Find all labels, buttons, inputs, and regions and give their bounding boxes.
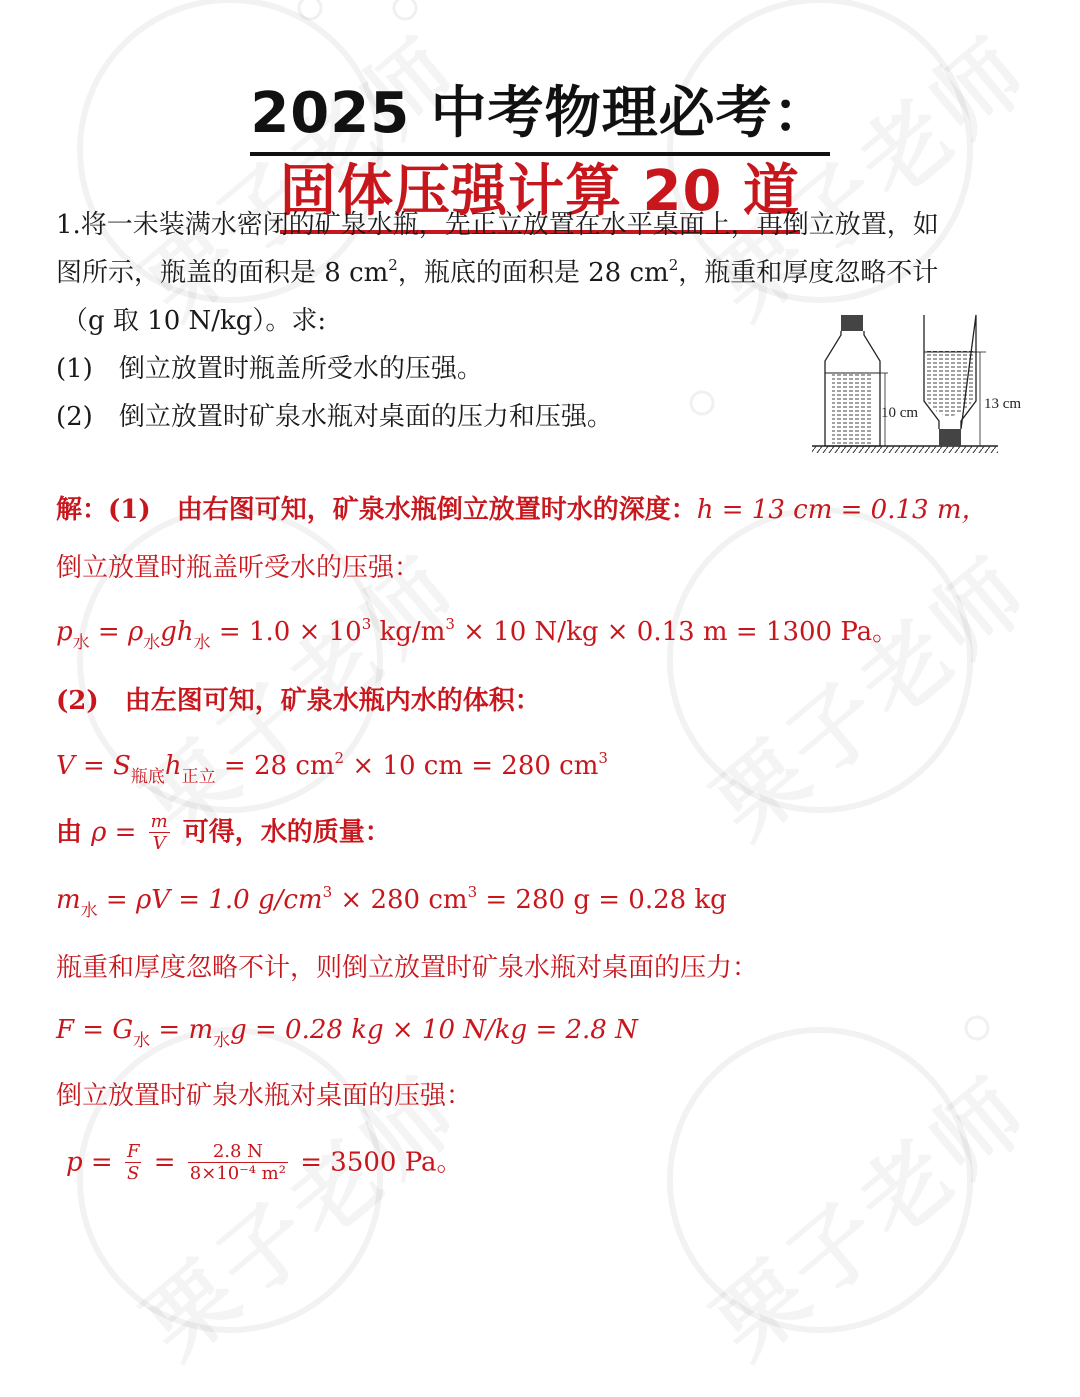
solution-line-9: $F = G_水 = m_水g = 0.28$ kg × 10 N/kg = 2.8 N [56, 1015, 638, 1051]
question-line-1: 1.将一未装满水密闭的矿泉水瓶，先正立放置在水平桌面上，再倒立放置，如 [56, 210, 939, 240]
solution-line-10: 倒立放置时矿泉水瓶对桌面的压强： [56, 1081, 473, 1111]
title-black: 2025 中考物理必考： [250, 78, 829, 156]
solution-line-5: $V = S_{瓶底}h_{正立} = 28$ $cm^2 \times 10$ cm = 280 $cm^3$ [56, 749, 608, 787]
question-line-2: 图所示，瓶盖的面积是 8 $cm^2$，瓶底的面积是 28 $cm^2$，瓶重和厚度忽略不计 [56, 256, 939, 288]
solution-line-3: $p_水 = \rho_水gh_水 = 1.0 \times 10^3$ $kg/m^3 \times 10$ N/kg × 0.13 m = 1300 Pa。 [56, 615, 899, 653]
solution-line-6: 由 ρ = $\frac{m}{V}$ 可得，水的质量： [56, 811, 391, 854]
solution-line-11: p = $\frac{F}{S}$ = $\frac{2.8 N}{\text{8×10⁻⁴ m²}}$ = 3500 Pa。 [66, 1141, 463, 1184]
question-sub-1: (1) 倒立放置时瓶盖所受水的压强。 [56, 354, 483, 384]
title-red: 固体压强计算 20 道 [280, 156, 800, 234]
solution-line-8: 瓶重和厚度忽略不计，则倒立放置时矿泉水瓶对桌面的压力： [56, 953, 759, 983]
upright-bottle [825, 315, 888, 446]
solution-line-2: 倒立放置时瓶盖听受水的压强： [56, 553, 421, 583]
solution-line-4: (2) 由左图可知，矿泉水瓶内水的体积： [56, 686, 541, 716]
solution-line-1: 解：(1) 由右图可知，矿泉水瓶倒立放置时水的深度：h = 13 cm = 0.13 m， [56, 495, 988, 525]
fraction-f-over-s: $\frac{F}{S}$ [126, 1141, 140, 1184]
label-13cm: 13 cm [984, 396, 1022, 412]
question-sub-2: (2) 倒立放置时矿泉水瓶对桌面的压力和压强。 [56, 402, 613, 432]
solution-line-7: $m_水 = \rho V = 1.0$ $g/cm^3 \times 280$ $cm^3 = 280$ g = 0.28 kg [56, 883, 727, 921]
label-10cm: 10 cm [881, 405, 919, 421]
question-line-3: （g 取 10 N/kg）。求: [62, 306, 327, 336]
fraction-m-over-v: $\frac{m}{V}$ [150, 811, 168, 854]
fraction-values: $\frac{2.8 N}{\text{8×10⁻⁴ m²}}$ [189, 1141, 286, 1184]
inverted-bottle [924, 315, 986, 446]
watermark-text [683, 1044, 1052, 1382]
bottle-diagram [808, 305, 1040, 465]
watermark-text [683, 524, 1052, 862]
